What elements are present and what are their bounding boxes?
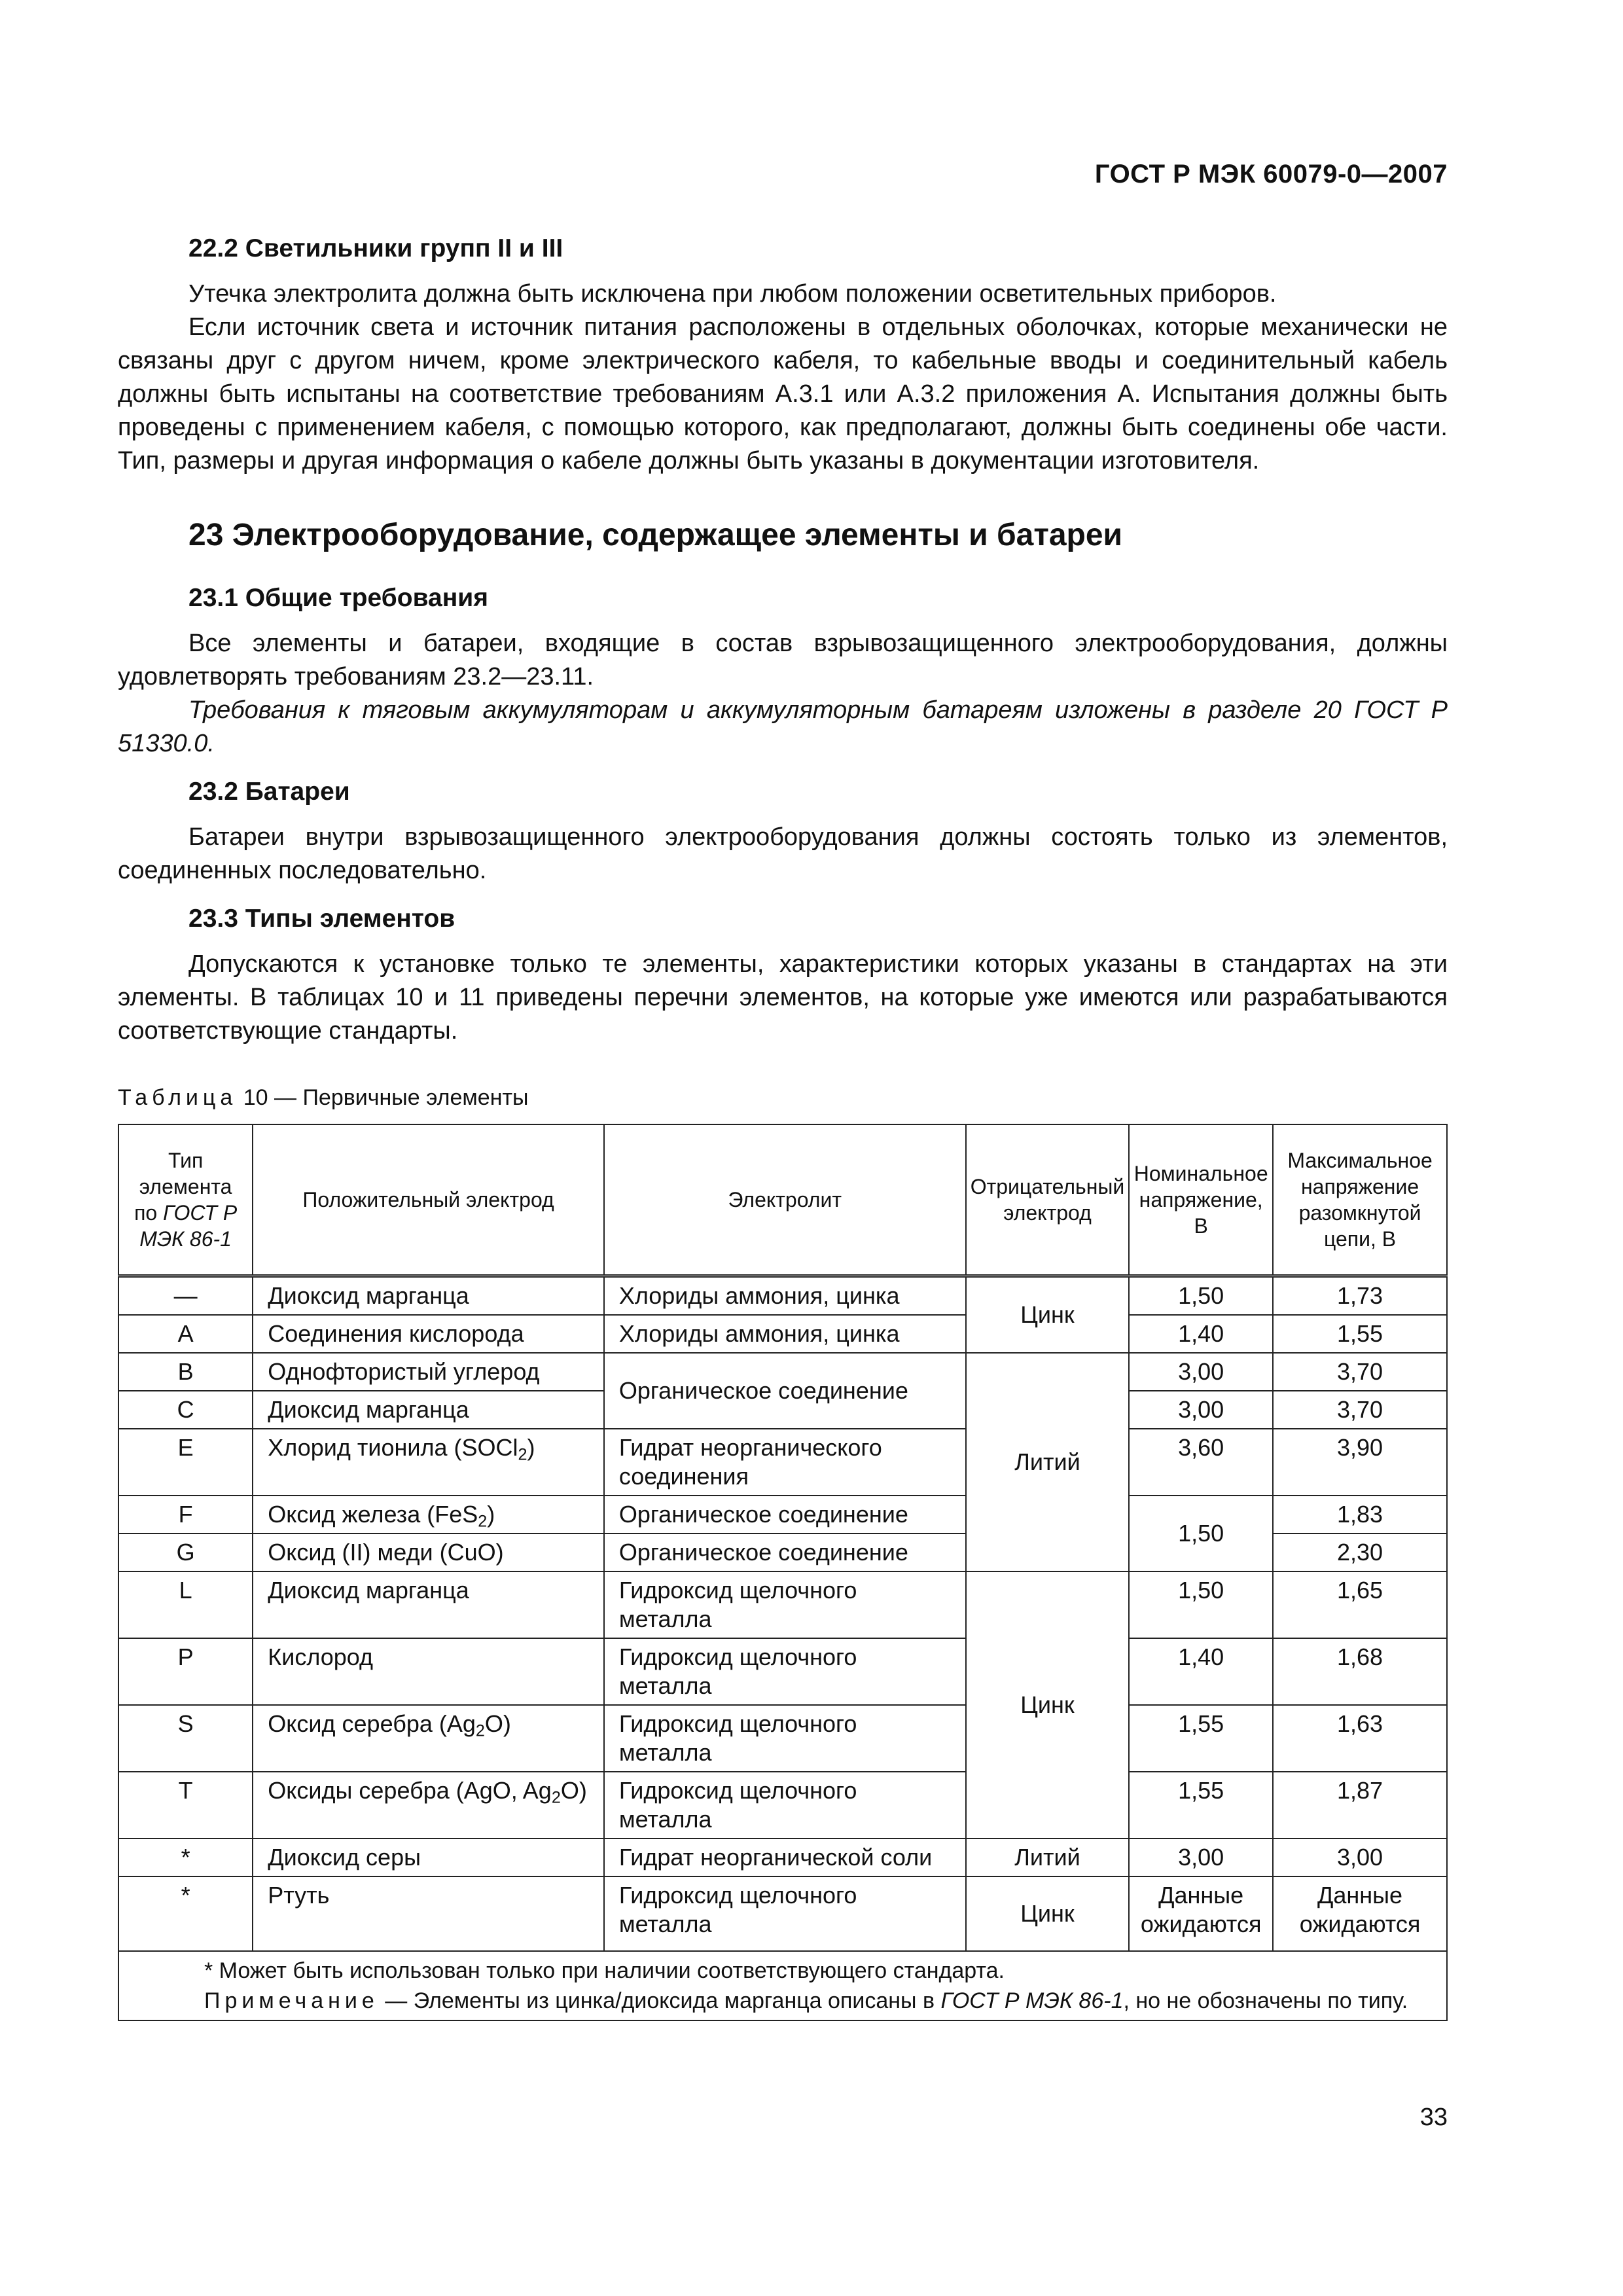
cell-electrolyte: Органическое соединение — [604, 1534, 966, 1571]
cell-positive: Соединения кислорода — [253, 1315, 604, 1353]
cell-nominal: 1,55 — [1129, 1772, 1273, 1839]
heading-23: 23 Электрооборудование, содержащее элементы и батареи — [188, 518, 1123, 552]
heading-23-1: 23.1 Общие требования — [188, 584, 489, 612]
cell-positive: Ртуть — [253, 1876, 604, 1951]
paragraph-22-2-1: Утечка электролита должна быть исключена при любом положении осветительных приборов. — [188, 280, 1277, 308]
cell-type: A — [118, 1315, 253, 1353]
heading-23-3: 23.3 Типы элементов — [188, 905, 455, 933]
page-number: 33 — [1419, 2104, 1448, 2131]
table-row — [118, 1571, 1447, 1638]
heading-22-2: 22.2 Светильники групп II и III — [188, 234, 563, 262]
cell-max: 1,68 — [1273, 1638, 1447, 1705]
table-footnote: * Может быть использован только при наличии соответствующего стандарта. — [204, 1958, 1005, 1983]
cell-positive: Оксид серебра $(Ag_2O)$ — [253, 1705, 604, 1772]
cell-type: S — [118, 1705, 253, 1772]
cell-type: E — [118, 1429, 253, 1496]
cell-negative-merged: Литий — [966, 1353, 1130, 1571]
cell-electrolyte: Хлориды аммония, цинка — [604, 1315, 966, 1353]
cell-max: 1,73 — [1273, 1276, 1447, 1316]
cell-positive: Диоксид марганца — [253, 1276, 604, 1316]
table-row — [118, 1638, 1447, 1705]
cell-max: 1,63 — [1273, 1705, 1447, 1772]
cell-positive: Диоксид марганца — [253, 1391, 604, 1429]
heading-23-2: 23.2 Батареи — [188, 778, 350, 806]
table-caption-text: 10 — Первичные элементы — [243, 1085, 529, 1110]
cell-nominal: 3,00 — [1129, 1839, 1273, 1876]
cell-positive: Оксиды серебра (AgO, $Ag_2O$) — [253, 1772, 604, 1839]
table-note-text: Примечание — Элементы из цинка/диоксида марганца описаны в ГОСТ Р МЭК 86-1, но не обозначены по типу. — [204, 1988, 1408, 2013]
table-row — [118, 1839, 1447, 1876]
cell-type: * — [118, 1876, 253, 1951]
table-row — [118, 1876, 1447, 1951]
cell-type: T — [118, 1772, 253, 1839]
cell-positive: Оксид (II) меди (CuO) — [253, 1534, 604, 1571]
cell-max: 1,55 — [1273, 1315, 1447, 1353]
cell-electrolyte: Гидрат неорганического соединения — [604, 1429, 966, 1496]
table-note — [118, 1951, 1447, 2020]
cell-max: 3,90 — [1273, 1429, 1447, 1496]
cell-positive: Однофтористый углерод — [253, 1353, 604, 1391]
header-negative-electrode: Отрицательный электрод — [966, 1124, 1130, 1276]
table-row — [118, 1276, 1447, 1316]
cell-negative: Литий — [966, 1839, 1130, 1876]
cell-positive: Оксид железа (FeS$_2$) — [253, 1496, 604, 1534]
header-type: Тип элемента по ГОСТ Р МЭК 86-1 — [118, 1124, 253, 1276]
cell-electrolyte: Гидроксид щелочного металла — [604, 1705, 966, 1772]
cell-positive: Диоксид марганца — [253, 1571, 604, 1638]
cell-negative-merged: Цинк — [966, 1571, 1130, 1839]
cell-type: B — [118, 1353, 253, 1391]
cell-nominal: Данные ожидаются — [1129, 1876, 1273, 1951]
page-content — [118, 230, 1448, 2021]
table-row — [118, 1429, 1447, 1496]
cell-nominal: 1,50 — [1129, 1276, 1273, 1316]
document-code: ГОСТ Р МЭК 60079-0—2007 — [1094, 160, 1448, 188]
cell-nominal-merged: 1,50 — [1129, 1496, 1273, 1571]
paragraph-23-2-1: Батареи внутри взрывозащищенного электрооборудования должны состоять только из элементов, соединенных последовательно. — [118, 823, 1448, 884]
cell-electrolyte: Гидроксид щелочного металла — [604, 1638, 966, 1705]
cell-type: C — [118, 1391, 253, 1429]
cell-max: 1,65 — [1273, 1571, 1447, 1638]
table-row — [118, 1353, 1447, 1391]
table-header-row — [118, 1124, 1447, 1276]
paragraph-23-1-1: Все элементы и батареи, входящие в состав взрывозащищенного электрооборудования, должны удовлетворять требованиям 23.2—23.11. — [118, 630, 1448, 691]
table-row — [118, 1315, 1447, 1353]
cell-nominal: 3,60 — [1129, 1429, 1273, 1496]
cell-nominal: 3,00 — [1129, 1353, 1273, 1391]
paragraph-22-2-2: Если источник света и источник питания расположены в отдельных оболочках, которые механически не связаны друг с другом ничем, кроме электрического кабеля, то кабельные вводы и соединительный кабель должны быть испытаны на соответствие требованиям А.3.1 или А.3.2 приложения А. Испытания должны быть проведены с применением кабеля, с помощью которого, как предполагают, должны быть соединены обе части. Тип, размеры и другая информация о кабеле должны быть указаны в документации изготовителя. — [118, 314, 1448, 475]
table-caption-word: Таблица — [118, 1085, 238, 1110]
cell-electrolyte: Гидроксид щелочного металла — [604, 1571, 966, 1638]
cell-type: P — [118, 1638, 253, 1705]
paragraph-23-1-2: Требования к тяговым аккумуляторам и аккумуляторным батареям изложены в разделе 20 ГОСТ Р 51330.0. — [118, 696, 1448, 757]
primary-elements-table — [118, 1124, 1448, 2021]
table-row — [118, 1772, 1447, 1839]
header-max-open-circuit-voltage: Максимальное напряжение разомкнутой цепи, В — [1273, 1124, 1447, 1276]
cell-nominal: 1,50 — [1129, 1571, 1273, 1638]
cell-nominal: 1,55 — [1129, 1705, 1273, 1772]
cell-positive: Кислород — [253, 1638, 604, 1705]
cell-negative-merged: Цинк — [966, 1276, 1130, 1354]
cell-type: * — [118, 1839, 253, 1876]
table-row — [118, 1496, 1447, 1534]
cell-electrolyte: Гидроксид щелочного металла — [604, 1876, 966, 1951]
header-nominal-voltage: Номинальное напряжение, В — [1129, 1124, 1273, 1276]
cell-positive: Хлорид тионила (SOCl$_2$) — [253, 1429, 604, 1496]
cell-max: 2,30 — [1273, 1534, 1447, 1571]
paragraph-23-3-1: Допускаются к установке только те элементы, характеристики которых указаны в стандартах на эти элементы. В таблицах 10 и 11 приведены перечни элементов, на которые уже имеются или разрабатываются соответствующие стандарты. — [118, 950, 1448, 1045]
cell-electrolyte: Органическое соединение — [604, 1496, 966, 1534]
cell-type: G — [118, 1534, 253, 1571]
header-electrolyte: Электролит — [604, 1124, 966, 1276]
header-type-std: ГОСТ Р МЭК 86-1 — [139, 1201, 238, 1251]
table-note-row — [118, 1951, 1447, 2020]
cell-max: 3,70 — [1273, 1391, 1447, 1429]
cell-nominal: 1,40 — [1129, 1638, 1273, 1705]
cell-nominal: 3,00 — [1129, 1391, 1273, 1429]
cell-max: 3,00 — [1273, 1839, 1447, 1876]
cell-type: L — [118, 1571, 253, 1638]
cell-electrolyte: Хлориды аммония, цинка — [604, 1276, 966, 1316]
header-positive-electrode: Положительный электрод — [253, 1124, 604, 1276]
cell-type: F — [118, 1496, 253, 1534]
cell-max: 1,87 — [1273, 1772, 1447, 1839]
table-row — [118, 1705, 1447, 1772]
cell-max: Данные ожидаются — [1273, 1876, 1447, 1951]
cell-electrolyte: Гидрат неорганической соли — [604, 1839, 966, 1876]
cell-negative: Цинк — [966, 1876, 1130, 1951]
cell-electrolyte-merged: Органическое соединение — [604, 1353, 966, 1429]
table-caption — [118, 1083, 1448, 1112]
cell-type: — — [118, 1276, 253, 1316]
cell-max: 3,70 — [1273, 1353, 1447, 1391]
cell-nominal: 1,40 — [1129, 1315, 1273, 1353]
cell-max: 1,83 — [1273, 1496, 1447, 1534]
cell-electrolyte: Гидроксид щелочного металла — [604, 1772, 966, 1839]
cell-positive: Диоксид серы — [253, 1839, 604, 1876]
